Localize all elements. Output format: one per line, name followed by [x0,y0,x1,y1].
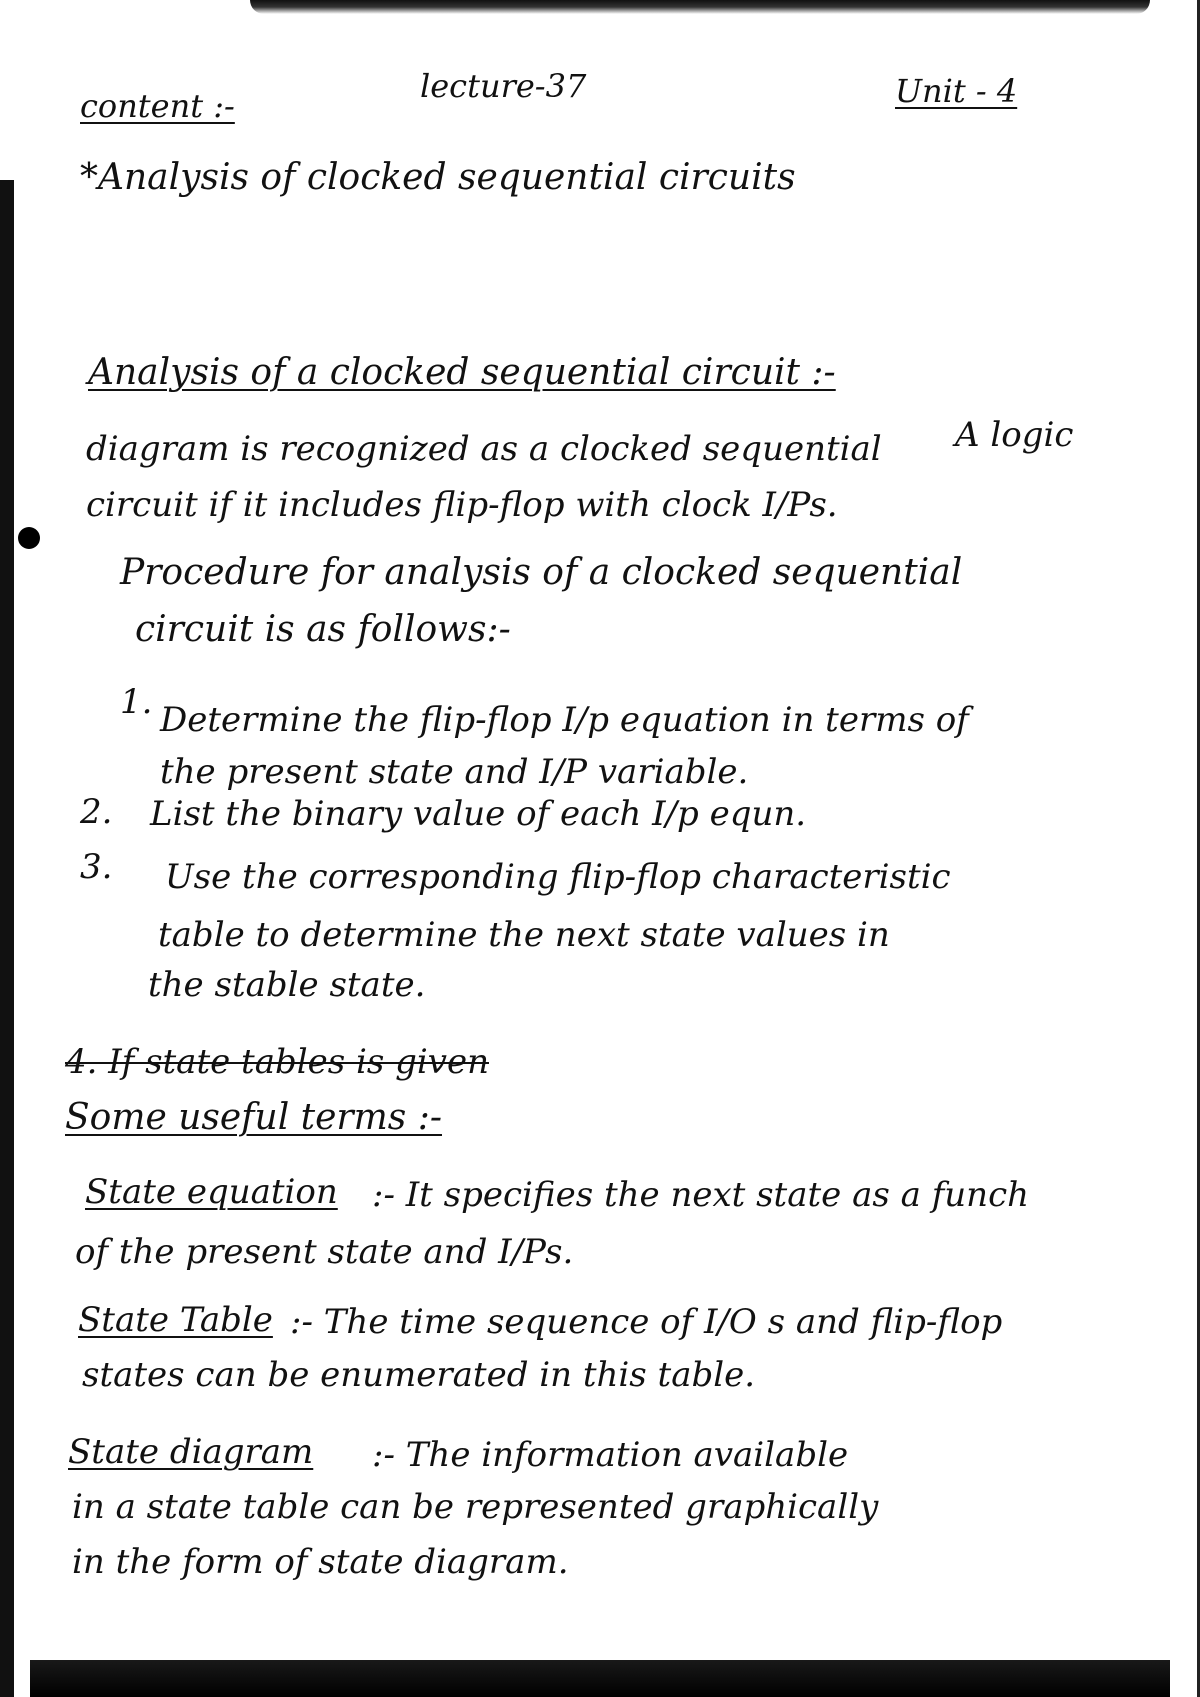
analysis-heading: Analysis of a clocked sequential circuit :- [88,352,836,393]
step-3-line-2: table to determine the next state values in [158,915,890,955]
step-3-line-1: Use the corresponding flip-flop characteristic [165,857,951,897]
punch-hole [18,527,40,549]
state-table-line-1: :- The time sequence of I/O s and flip-flop [290,1302,1003,1342]
intro-line-1: A logic [955,415,1074,455]
struck-out-step-4: 4. If state tables is given [65,1042,489,1082]
scan-edge-top [250,0,1150,14]
intro-line-2: diagram is recognized as a clocked sequential [86,429,882,469]
scan-edge-bottom [30,1660,1170,1697]
step-2-line-1: List the binary value of each I/p equn. [150,794,807,834]
step-1-line-1: Determine the flip-flop I/p equation in terms of [160,700,969,740]
state-table-term: State Table [78,1300,273,1340]
terms-heading: Some useful terms :- [65,1097,442,1138]
state-diagram-term: State diagram [68,1432,314,1472]
unit-number: Unit - 4 [895,72,1018,110]
state-diagram-line-3: in the form of state diagram. [72,1542,569,1582]
content-label: content :- [80,87,235,125]
procedure-line-2: circuit is as follows:- [135,609,511,650]
state-equation-term: State equation [85,1172,338,1212]
step-2-number: 2. [80,792,113,832]
step-1-line-2: the present state and I/P variable. [160,752,749,792]
procedure-line-1: Procedure for analysis of a clocked sequential [120,552,963,593]
state-equation-line-2: of the present state and I/Ps. [75,1232,574,1272]
scan-edge-left [0,180,14,1697]
state-diagram-line-1: :- The information available [372,1435,849,1475]
step-3-number: 3. [80,847,113,887]
state-diagram-line-2: in a state table can be represented graphically [72,1487,879,1527]
state-table-line-2: states can be enumerated in this table. [82,1355,756,1395]
intro-line-3: circuit if it includes flip-flop with clock I/Ps. [86,485,838,525]
topic-line: *Analysis of clocked sequential circuits [80,157,796,198]
lecture-number: lecture-37 [420,67,587,105]
step-3-line-3: the stable state. [148,965,426,1005]
state-equation-line-1: :- It specifies the next state as a funch [372,1175,1030,1215]
step-1-number: 1. [120,682,153,722]
